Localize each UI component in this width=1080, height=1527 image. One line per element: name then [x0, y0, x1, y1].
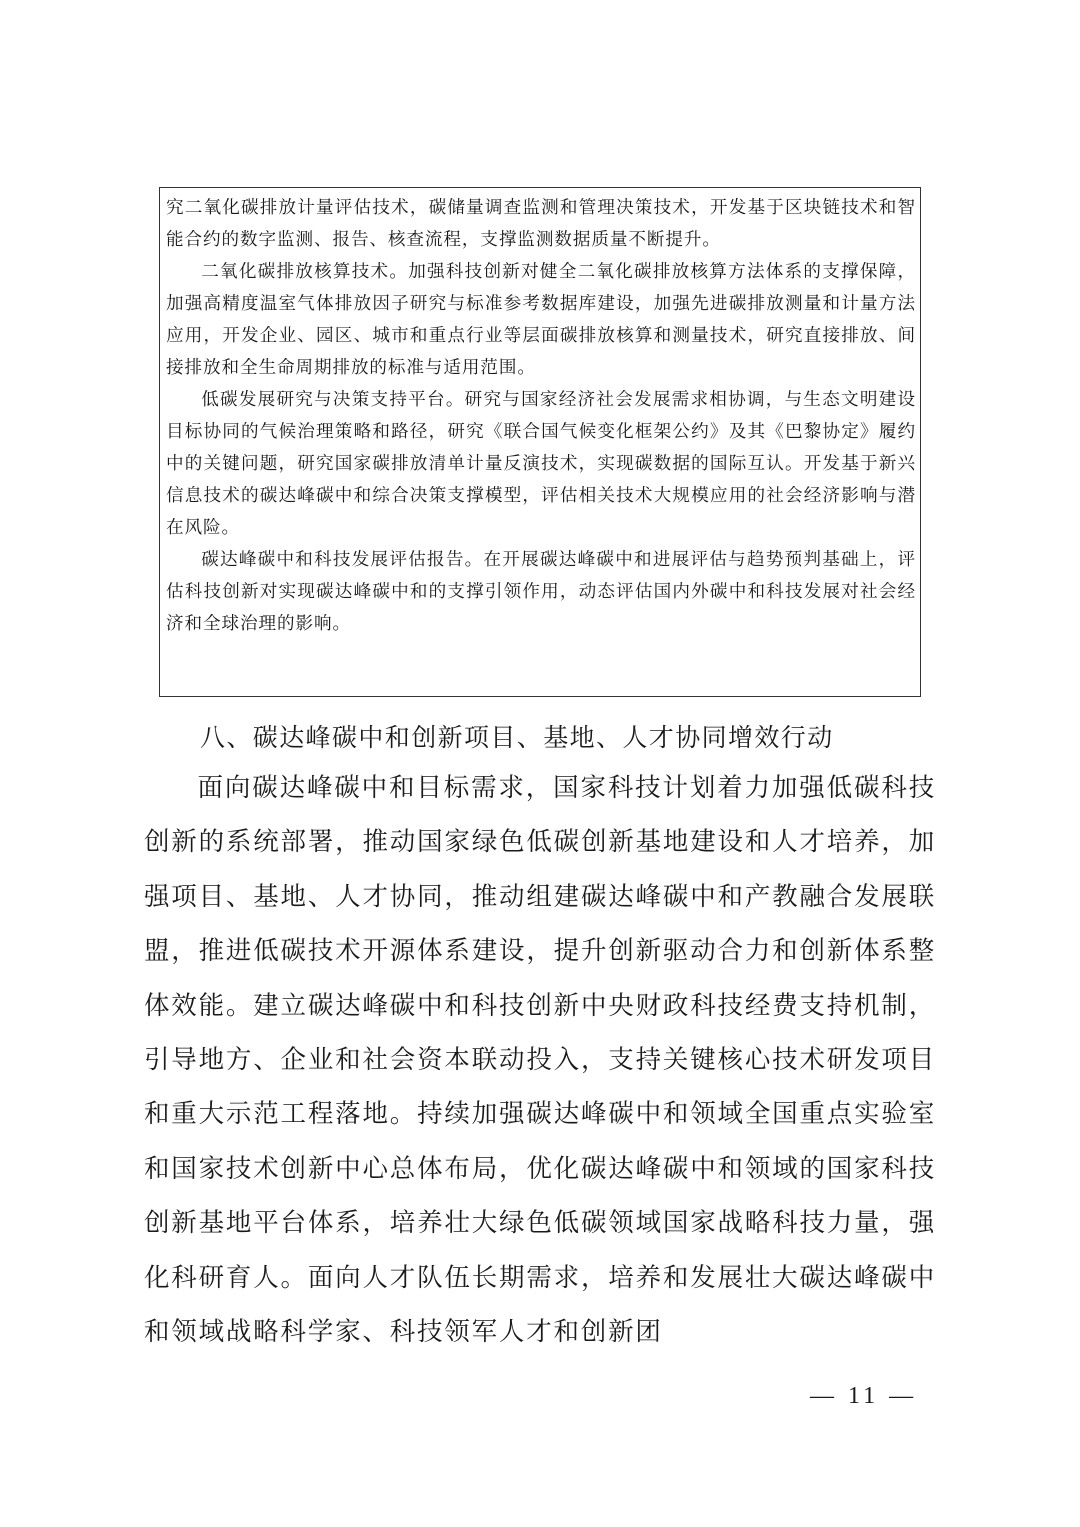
boxed-text-panel	[159, 187, 921, 697]
box-body-decision-platform: 研究与国家经济社会发展需求相协调，与生态文明建设目标协同的气候治理策略和路径，研究《联合国气候变化框架公约》及其《巴黎协定》履约中的关键问题，研究国家碳排放清单计量反演技术，实现碳数据的国际互认。开发基于新兴信息技术的碳达峰碳中和综合决策支撑模型，评估相关技术大规模应用的社会经济影响与潜在风险。	[166, 390, 916, 538]
box-paragraph-decision-platform	[166, 384, 916, 544]
box-body-emission-accounting: 加强科技创新对健全二氧化碳排放核算方法体系的支撑保障，加强高精度温室气体排放因子研究与标准参考数据库建设，加强先进碳排放测量和计量方法应用，开发企业、园区、城市和重点行业等层面碳排放核算和测量技术，研究直接排放、间接排放和全生命周期排放的标准与适用范围。	[166, 262, 916, 378]
section-body-paragraph: 面向碳达峰碳中和目标需求，国家科技计划着力加强低碳科技创新的系统部署，推动国家绿色低碳创新基地建设和人才培养，加强项目、基地、人才协同，推动组建碳达峰碳中和产教融合发展联盟，推进低碳技术开源体系建设，提升创新驱动合力和创新体系整体效能。建立碳达峰碳中和科技创新中央财政科技经费支持机制，引导地方、企业和社会资本联动投入，支持关键核心技术研发项目和重大示范工程落地。持续加强碳达峰碳中和领域全国重点实验室和国家技术创新中心总体布局，优化碳达峰碳中和领域的国家科技创新基地平台体系，培养壮大绿色低碳领域国家战略科技力量，强化科研育人。面向人才队伍长期需求，培养和发展壮大碳达峰碳中和领域战略科学家、科技领军人才和创新团	[144, 773, 936, 1348]
box-term-assessment-report: 碳达峰碳中和科技发展评估报告。	[201, 550, 484, 570]
box-term-emission-accounting: 二氧化碳排放核算技术。	[201, 262, 409, 282]
box-paragraph-emission-accounting	[166, 256, 916, 384]
box-body-assessment-report: 在开展碳达峰碳中和进展评估与趋势预判基础上，评估科技创新对实现碳达峰碳中和的支撑引领作用，动态评估国内外碳中和科技发展对社会经济和全球治理的影响。	[166, 550, 916, 634]
box-term-decision-platform: 低碳发展研究与决策支持平台。	[201, 390, 465, 410]
box-paragraph-assessment-report	[166, 544, 916, 640]
page-number: — 11 —	[810, 1383, 918, 1409]
box-paragraph-continuation: 究二氧化碳排放计量评估技术，碳储量调查监测和管理决策技术，开发基于区块链技术和智能合约的数字监测、报告、核查流程，支撑监测数据质量不断提升。	[166, 198, 916, 250]
section-heading: 八、碳达峰碳中和创新项目、基地、人才协同增效行动	[200, 723, 834, 752]
